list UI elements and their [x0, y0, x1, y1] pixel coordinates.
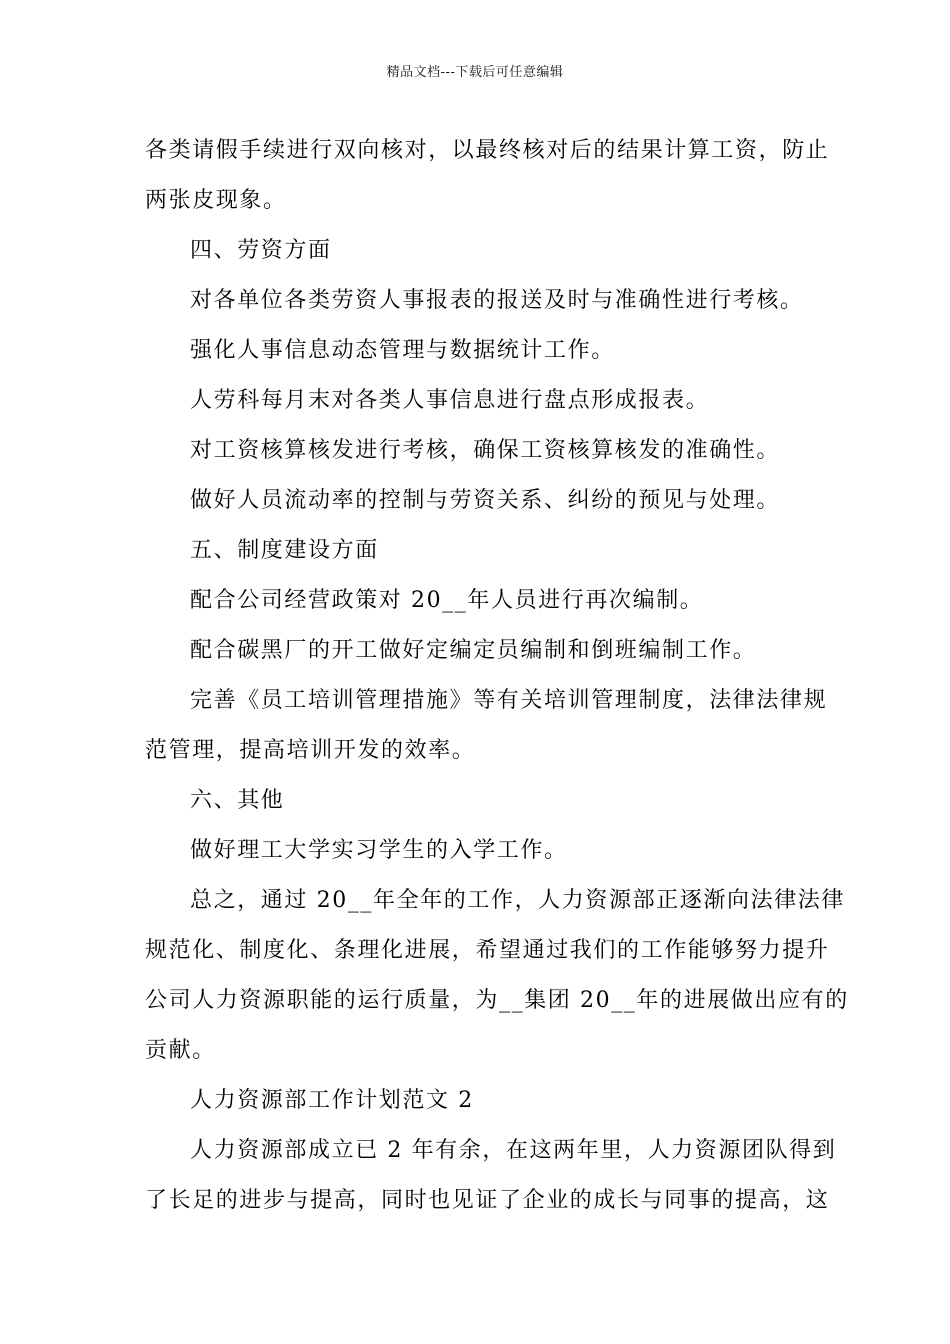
section-heading: 五、制度建设方面 [190, 538, 379, 563]
text-line: 做好理工大学实习学生的入学工作。 [190, 838, 568, 863]
text-line: 人力资源部成立已 2 年有余，在这两年里，人力资源团队得到 [190, 1138, 837, 1163]
text-line: 人劳科每月末对各类人事信息进行盘点形成报表。 [190, 388, 710, 413]
text-line: 总之，通过 20__年全年的工作，人力资源部正逐渐向法律法律 [190, 888, 845, 913]
text-line: 规范化、制度化、条理化进展，希望通过我们的工作能够努力提升 [145, 938, 830, 963]
text-line: 对各单位各类劳资人事报表的报送及时与准确性进行考核。 [190, 288, 804, 313]
text-line: 完善《员工培训管理措施》等有关培训管理制度，法律法律规 [190, 688, 828, 713]
text-line: 范管理，提高培训开发的效率。 [145, 738, 476, 763]
text-line: 两张皮现象。 [145, 188, 287, 213]
page-header: 精品文档---下载后可任意编辑 [386, 65, 564, 80]
document-title: 人力资源部工作计划范文 2 [190, 1088, 474, 1113]
text-line: 了长足的进步与提高，同时也见证了企业的成长与同事的提高，这 [145, 1188, 830, 1213]
text-line: 公司人力资源职能的运行质量，为__集团 20__年的进展做出应有的 [145, 988, 849, 1013]
text-line: 对工资核算核发进行考核，确保工资核算核发的准确性。 [190, 438, 781, 463]
text-line: 做好人员流动率的控制与劳资关系、纠纷的预见与处理。 [190, 488, 781, 513]
section-heading: 六、其他 [190, 788, 285, 813]
text-line: 配合碳黑厂的开工做好定编定员编制和倒班编制工作。 [190, 638, 757, 663]
text-line: 各类请假手续进行双向核对，以最终核对后的结果计算工资，防止 [145, 138, 830, 163]
text-line: 强化人事信息动态管理与数据统计工作。 [190, 338, 615, 363]
section-heading: 四、劳资方面 [190, 238, 332, 263]
text-line: 配合公司经营政策对 20__年人员进行再次编制。 [190, 588, 704, 613]
text-line: 贡献。 [145, 1038, 216, 1063]
document-body [145, 126, 849, 1226]
